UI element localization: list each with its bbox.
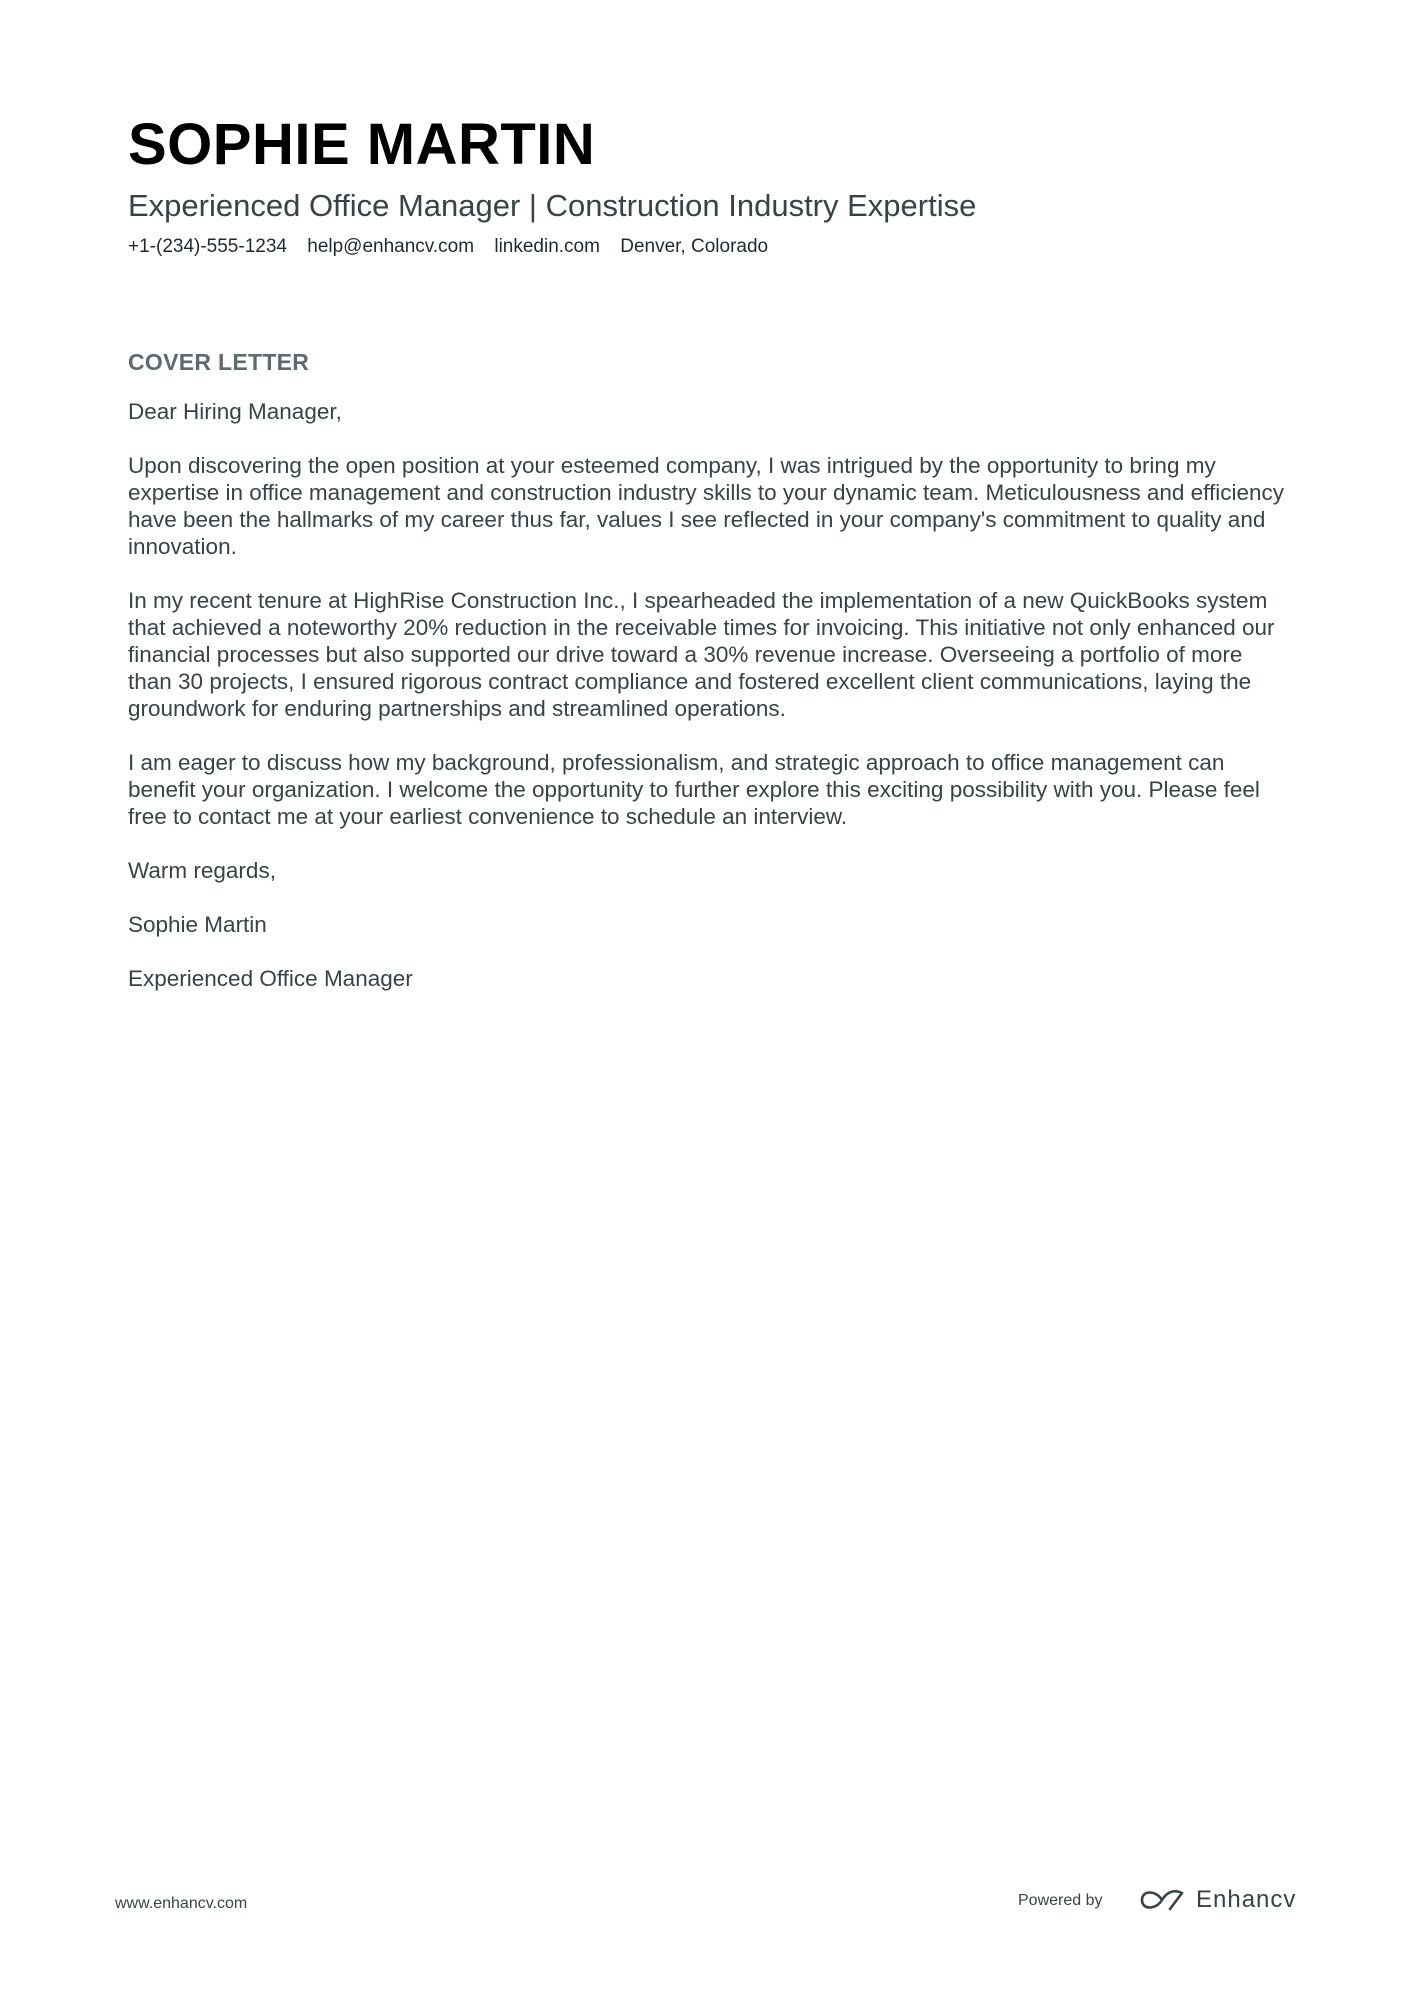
salutation: Dear Hiring Manager, (128, 399, 342, 424)
contact-info (128, 234, 783, 260)
letter-body (128, 398, 1288, 1019)
contact-phone[interactable]: +1-(234)-555-1234 (128, 236, 287, 257)
paragraph-2: In my recent tenure at HighRise Construction Inc., I spearheaded the implementation of a new QuickBooks system that achieved a noteworthy 20% reduction in the receivable times for invoicing. This initiative not only enhanced our financial processes but also supported our drive toward a 30% revenue increase. Overseeing a portfolio of more than 30 projects, I ensured rigorous contract compliance and fostered excellent client communications, laying the groundwork for enduring partnerships and streamlined operations. (128, 588, 1275, 721)
powered-by-label: Powered by (1018, 1892, 1103, 1909)
paragraph-1: Upon discovering the open position at your esteemed company, I was intrigued by the opportunity to bring my expertise in office management and construction industry skills to your dynamic team. Meticulousness and efficiency have been the hallmarks of my career thus far, values I see reflected in your company's commitment to quality and innovation. (128, 453, 1284, 559)
signature-title: Experienced Office Manager (128, 966, 413, 991)
candidate-name: SOPHIE MARTIN (128, 112, 596, 177)
enhancv-logo[interactable] (1138, 1883, 1296, 1917)
contact-linkedin[interactable]: linkedin.com (494, 236, 600, 257)
signature-name: Sophie Martin (128, 912, 267, 937)
brand-name: Enhancv (1196, 1886, 1297, 1913)
contact-email[interactable]: help@enhancv.com (307, 236, 475, 257)
section-title: COVER LETTER (128, 349, 310, 375)
paragraph-3: I am eager to discuss how my background, professionalism, and strategic approach to office management can benefit your organization. I welcome the opportunity to further explore this exciting possibility with you. Please feel free to contact me at your earliest convenience to schedule an interview. (128, 750, 1260, 829)
footer-website-link[interactable]: www.enhancv.com (115, 1895, 248, 1912)
closing: Warm regards, (128, 858, 276, 883)
enhancv-logo-icon (1138, 1887, 1186, 1913)
candidate-title: Experienced Office Manager | Construction Industry Expertise (128, 188, 977, 223)
contact-location: Denver, Colorado (620, 236, 769, 257)
